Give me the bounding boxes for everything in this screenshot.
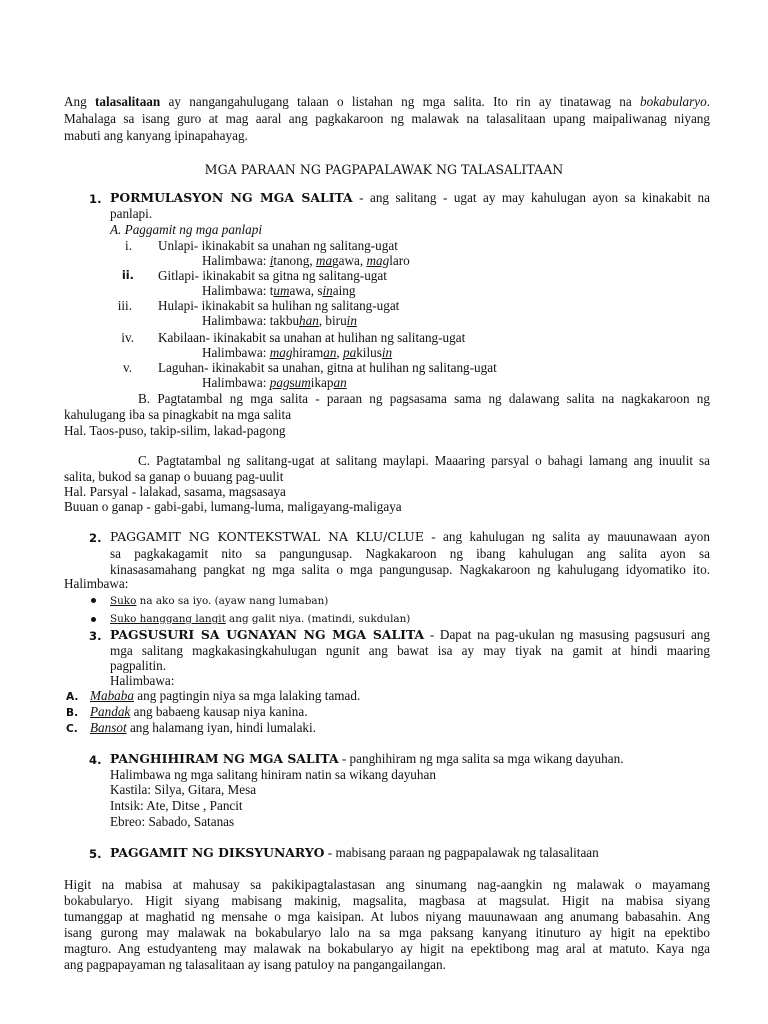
s1-b-line-2: kahulugang iba sa pinagkabit na mga salita bbox=[64, 407, 292, 422]
s1-b-line-3: Hal. Taos-puso, takip-silim, lakad-pagong bbox=[64, 423, 286, 438]
s2-line-3: kinasasamahang pangkat ng mga salita o mga pangungusap. Nagkakaroon ng kahulugang idyomatiko ito. bbox=[110, 562, 710, 577]
s1-heading: PORMULASYON NG MGA SALITA bbox=[110, 190, 353, 205]
s1-item-2-numeral: ii. bbox=[121, 268, 134, 282]
s1-item-2-def: Gitlapi- ikinakabit sa gitna ng salitang-ugat bbox=[158, 268, 387, 283]
s3-line-2: mga salitang magkakasingkahulugan ngunit ang bawat isa ay may tiyak na gamit at hindi maaring bbox=[110, 643, 710, 658]
s1-item-2-example: Halimbawa: tumawa, sinaing bbox=[202, 283, 356, 298]
s4-line-4: Ebreo: Sabado, Satanas bbox=[110, 814, 235, 829]
s3-item-c: Bansot ang halamang iyan, hindi lumalaki. bbox=[90, 720, 316, 735]
s2-bullet-1-text: Suko na ako sa iyo. (ayaw nang lumaban) bbox=[110, 595, 329, 607]
s3-item-a-letter: A. bbox=[66, 691, 79, 703]
s1-item-1-example: Halimbawa: itanong, magawa, maglaro bbox=[202, 253, 410, 268]
s3-line-3: pagpalitin. bbox=[110, 658, 167, 673]
s3-heading: PAGSUSURI SA UGNAYAN NG MGA SALITA bbox=[110, 627, 425, 642]
s1-item-5-def: Laguhan- ikinakabit sa unahan, gitna at hulihan ng salitang-ugat bbox=[158, 360, 497, 375]
s1-b-line-1: B. Pagtatambal ng mga salita - paraan ng pagsasama sama ng dalawang salita na nagkakaroon ng bbox=[138, 391, 710, 406]
s1-number: 1. bbox=[89, 192, 102, 206]
s5-heading: PAGGAMIT NG DIKSYUNARYO bbox=[110, 845, 325, 860]
s1-item-3-example: Halimbawa: takbuhan, biruin bbox=[202, 313, 357, 328]
closing-line-6: ang pagpapayaman ng talasalitaan ay isang patuloy na pangangailangan. bbox=[64, 957, 446, 972]
s1-sub-a: A. Paggamit ng mga panlapi bbox=[110, 222, 263, 237]
s1-item-5-example: Halimbawa: pagsumikapan bbox=[202, 375, 347, 390]
s1-item-3-def: Hulapi- ikinakabit sa hulihan ng salitang-ugat bbox=[158, 298, 400, 313]
s4-number: 4. bbox=[89, 753, 102, 767]
closing-line-5: magturo. Ang estudyanteng may malawak na bokabularyo ay higit na epektibong mag aral at matuto. Kaya nga bbox=[64, 941, 710, 956]
s5-number: 5. bbox=[89, 847, 102, 861]
s1-item-1-def: Unlapi- ikinakabit sa unahan ng salitang-ugat bbox=[158, 238, 398, 253]
s1-desc-2: panlapi. bbox=[110, 206, 153, 221]
s3-heading-line: PAGSUSURI SA UGNAYAN NG MGA SALITA - Dapat na pag-ukulan ng masusing pagsusuri ang bbox=[110, 627, 710, 642]
s2-line-2: sa pagkakagamit nito sa pangungusap. Nagkakaroon ng ibang kahulugan ang salita ayon sa bbox=[110, 546, 710, 561]
s3-number: 3. bbox=[89, 629, 102, 643]
s3-halimbawa: Halimbawa: bbox=[110, 673, 175, 688]
s1-item-4-def: Kabilaan- ikinakabit sa unahan at hulihan ng salitang-ugat bbox=[158, 330, 466, 345]
intro-line-1: Ang talasalitaan ay nangangahulugang talaan o listahan ng mga salita. Ito rin ay tinatawag na bokabularyo. bbox=[64, 94, 710, 109]
s1-c-line-1: C. Pagtatambal ng salitang-ugat at salitang maylapi. Maaaring parsyal o bahagi lamang ang inuulit sa bbox=[138, 453, 710, 468]
closing-line-4: isang gurong may malawak na bokabularyo lalo na sa mga paksang kanyang itinuturo ay higit na epektibo bbox=[64, 925, 710, 940]
s2-heading-line: PAGGAMIT NG KONTEKSTWAL NA KLU/CLUE - ang kahulugan ng salita ay mauunawaan ayon bbox=[110, 529, 710, 544]
s2-bullet-1 bbox=[91, 598, 96, 603]
s4-line-2: Kastila: Silya, Gitara, Mesa bbox=[110, 782, 257, 797]
closing-line-1: Higit na mabisa at mahusay sa pakikipagtalastasan ang sinumang nag-aangkin ng malawak o mayamang bbox=[64, 877, 710, 892]
s3-item-b-letter: B. bbox=[66, 707, 79, 719]
s2-bullet-2 bbox=[91, 617, 96, 622]
s2-halimbawa: Halimbawa: bbox=[64, 576, 129, 591]
closing-line-2: bokabularyo. Higit siyang mabisang makinig, magsalita, magbasa at magsulat. Higit na mabisa siyang bbox=[64, 893, 710, 908]
s1-c-line-4: Buuan o ganap - gabi-gabi, lumang-luma, maligayang-maligaya bbox=[64, 499, 402, 514]
s2-bullet-2-text: Suko hanggang langit ang galit niya. (matindi, sukdulan) bbox=[110, 613, 411, 625]
s3-item-c-letter: C. bbox=[66, 723, 78, 735]
s1-heading-line: PORMULASYON NG MGA SALITA - ang salitang - ugat ay may kahulugan ayon sa kinakabit na bbox=[110, 190, 710, 205]
s3-item-b: Pandak ang babaeng kausap niya kanina. bbox=[90, 704, 308, 719]
intro-line-2: Mahalaga sa isang guro at mag aaral ang pagkakaroon ng malawak na talasalitaan upang maipaliwanag niyang bbox=[64, 111, 710, 126]
s1-item-5-numeral: v. bbox=[122, 360, 132, 375]
s1-item-4-numeral: iv. bbox=[121, 330, 134, 345]
s1-item-4-example: Halimbawa: maghiraman, pakilusin bbox=[202, 345, 393, 360]
s2-number: 2. bbox=[89, 531, 102, 545]
s4-line-3: Intsik: Ate, Ditse , Pancit bbox=[110, 798, 243, 813]
s1-item-1-numeral: i. bbox=[125, 238, 132, 253]
s3-item-a: Mababa ang pagtingin niya sa mga lalaking tamad. bbox=[90, 688, 361, 703]
closing-line-3: tumanggap at maghatid ng mensahe o mga kaisipan. At lubos niyang mauunawaan ang anumang babasahin. Ang bbox=[64, 909, 710, 924]
s1-c-line-2: salita, bukod sa ganap o buuang pag-uulit bbox=[64, 469, 284, 484]
s4-heading: PANGHIHIRAM NG MGA SALITA bbox=[110, 751, 339, 766]
s4-line-1: Halimbawa ng mga salitang hiniram natin sa wikang dayuhan bbox=[110, 767, 436, 782]
s5-heading-line: PAGGAMIT NG DIKSYUNARYO - mabisang paraan ng pagpapalawak ng talasalitaan bbox=[110, 845, 599, 860]
document-title: MGA PARAAN NG PAGPAPALAWAK NG TALASALITAAN bbox=[204, 162, 564, 177]
intro-line-3: mabuti ang kanyang ipinapahayag. bbox=[64, 128, 248, 143]
s4-heading-line: PANGHIHIRAM NG MGA SALITA - panghihiram ng mga salita sa mga wikang dayuhan. bbox=[110, 751, 624, 766]
s1-c-line-3: Hal. Parsyal - lalakad, sasama, magsasaya bbox=[64, 484, 286, 499]
s2-heading: PAGGAMIT NG KONTEKSTWAL NA KLU/CLUE bbox=[110, 529, 424, 544]
s1-item-3-numeral: iii. bbox=[117, 298, 132, 313]
